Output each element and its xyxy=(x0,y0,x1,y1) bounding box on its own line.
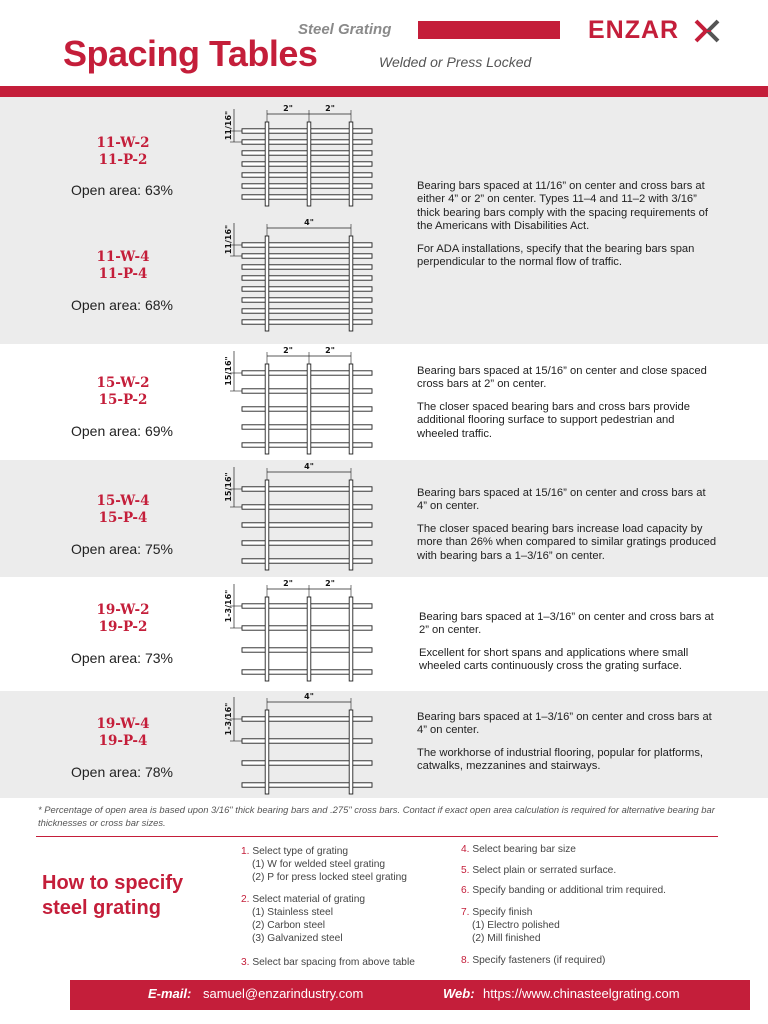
spacing-row-19-4 xyxy=(0,691,768,798)
cross-bar xyxy=(265,597,269,681)
cross-spacing-label: 2" xyxy=(283,346,293,355)
spacing-description xyxy=(417,487,717,572)
open-area: Open area: 68% xyxy=(71,297,173,313)
description-paragraph: Bearing bars spaced at 1–3/16” on center and cross bars at 4” on center. xyxy=(417,711,712,737)
step-number: 6. xyxy=(461,885,470,896)
type-code-press-locked: 19-P-4 xyxy=(98,733,148,749)
open-area: Open area: 63% xyxy=(71,182,173,198)
grating-diagram xyxy=(222,580,382,688)
bar-spacing-label: 11/16" xyxy=(224,224,233,255)
howto-title xyxy=(42,871,183,921)
howto-step xyxy=(461,884,666,897)
step-option: (1) W for welded steel grating xyxy=(252,859,386,870)
header-tagline: Welded or Press Locked xyxy=(379,54,532,70)
footer-web-label: Web: xyxy=(443,986,475,1001)
howto-step xyxy=(241,845,407,884)
step-text: Select type of grating xyxy=(252,846,349,857)
howto-step xyxy=(461,843,576,856)
grating-diagram xyxy=(222,105,382,205)
step-option: (3) Galvanized steel xyxy=(252,933,343,944)
description-paragraph: For ADA installations, specify that the bearing bars span perpendicular to the normal flow of traffic. xyxy=(417,242,695,269)
type-code-welded: 11-W-4 xyxy=(96,249,150,265)
description-paragraph: Bearing bars spaced at 15/16” on center and close spaced cross bars at 2” on center. xyxy=(417,365,707,391)
cross-spacing-label: 2" xyxy=(325,579,335,588)
step-option: (2) Mill finished xyxy=(472,933,541,944)
cross-spacing-label: 2" xyxy=(325,104,335,113)
bar-spacing-label: 1-3/16" xyxy=(224,702,233,736)
bar-spacing-label: 15/16" xyxy=(224,356,233,386)
step-number: 3. xyxy=(241,957,250,968)
step-text: Specify banding or additional trim required. xyxy=(472,885,667,896)
cross-spacing-label: 2" xyxy=(283,104,293,113)
description-paragraph: The closer spaced bearing bars increase load capacity by more than 26% when compared to similar gratings produced with bearing bars a 1–3/16” on center. xyxy=(417,522,717,562)
type-code xyxy=(0,602,246,636)
cross-bar xyxy=(349,710,353,794)
footer-email-link[interactable]: samuel@enzarindustry.com xyxy=(203,986,364,1001)
step-option: (1) Electro polished xyxy=(472,920,560,931)
spacing-description xyxy=(419,611,724,683)
description-paragraph: The workhorse of industrial flooring, popular for platforms, catwalks, mezzanines and stairways. xyxy=(417,746,704,773)
step-option: (2) Carbon steel xyxy=(252,920,326,931)
cross-bar xyxy=(265,480,269,570)
grating-diagram xyxy=(222,463,382,575)
type-code xyxy=(0,493,246,527)
step-text: Select material of grating xyxy=(252,894,366,905)
header-rule xyxy=(0,86,768,97)
howto-step xyxy=(461,864,616,877)
cross-bar xyxy=(265,236,269,331)
spacing-row-19-2 xyxy=(0,577,768,691)
footer-email-label: E-mail: xyxy=(148,986,192,1001)
step-number: 2. xyxy=(241,894,250,905)
howto-title-line: steel grating xyxy=(42,897,161,919)
howto-step xyxy=(241,893,365,945)
grating-diagram xyxy=(222,347,382,459)
type-code-welded: 19-W-4 xyxy=(96,716,150,732)
spacing-row-11 xyxy=(0,97,768,344)
page-title: Spacing Tables xyxy=(63,33,318,74)
spacing-description xyxy=(417,180,717,278)
howto-step xyxy=(461,906,560,945)
type-code-press-locked: 15-P-2 xyxy=(98,392,148,408)
cross-bar xyxy=(307,597,311,681)
cross-spacing-label: 4" xyxy=(304,692,314,701)
grating-diagram xyxy=(222,219,382,337)
bar-spacing-label: 11/16" xyxy=(224,110,233,141)
cross-bar xyxy=(349,480,353,570)
cross-bar xyxy=(307,122,311,206)
type-code xyxy=(0,716,246,750)
type-code-press-locked: 15-P-4 xyxy=(98,510,148,526)
step-text: Specify finish xyxy=(472,907,533,918)
spacing-row-15-4 xyxy=(0,460,768,577)
cross-bar xyxy=(265,364,269,454)
description-paragraph: Bearing bars spaced at 11/16” on center and cross bars at either 4” or 2” on center. Types 11–4 and 11–2 with 3/16” thick bearing bars comply with the spacing requirements of the Americans with Disabilities Act. xyxy=(417,180,709,233)
step-number: 7. xyxy=(461,907,470,918)
header-accent-bar xyxy=(418,21,560,39)
step-number: 1. xyxy=(241,846,250,857)
description-paragraph: Bearing bars spaced at 1–3/16” on center and cross bars at 2” on center. xyxy=(419,611,714,637)
cross-bar xyxy=(265,122,269,206)
spacing-description xyxy=(417,711,717,783)
step-text: Specify fasteners (if required) xyxy=(472,955,606,966)
cross-bar xyxy=(307,364,311,454)
type-code xyxy=(0,249,246,283)
header-subtitle: Steel Grating xyxy=(298,21,392,38)
type-code xyxy=(0,375,246,409)
step-text: Select bar spacing from above table xyxy=(252,957,415,968)
step-option: (1) Stainless steel xyxy=(252,907,333,918)
howto-title-line: How to specify xyxy=(42,872,184,894)
type-code-welded: 15-W-4 xyxy=(96,493,150,509)
logo-text: ENZAR xyxy=(588,16,680,44)
cross-bar xyxy=(349,597,353,681)
open-area: Open area: 73% xyxy=(71,650,173,666)
cross-bar xyxy=(265,710,269,794)
open-area: Open area: 75% xyxy=(71,541,173,557)
type-code-press-locked: 19-P-2 xyxy=(98,619,148,635)
type-code xyxy=(0,135,246,169)
description-paragraph: Excellent for short spans and applications where small wheeled carts continuously cross the grating surface. xyxy=(419,646,689,673)
cross-spacing-label: 4" xyxy=(304,218,314,227)
footnote: * Percentage of open area is based upon 3/16" thick bearing bars and .275" cross bars. Contact if exact open area calculation is required for alternative bearing bar thicknesses or cross bar sizes. xyxy=(38,804,715,828)
cross-spacing-label: 4" xyxy=(304,462,314,471)
type-code-press-locked: 11-P-4 xyxy=(98,266,148,282)
footer-web-link[interactable]: https://www.chinasteelgrating.com xyxy=(483,986,680,1001)
footnote-rule xyxy=(36,836,718,837)
step-number: 5. xyxy=(461,865,470,876)
bar-spacing-label: 1-3/16" xyxy=(224,589,233,623)
cross-bar xyxy=(349,236,353,331)
grating-diagram xyxy=(222,693,382,797)
step-number: 8. xyxy=(461,955,470,966)
open-area: Open area: 69% xyxy=(71,423,173,439)
step-text: Select plain or serrated surface. xyxy=(472,865,617,876)
cross-bar xyxy=(349,122,353,206)
step-option: (2) P for press locked steel grating xyxy=(252,872,407,883)
type-code-welded: 11-W-2 xyxy=(96,135,150,151)
bar-spacing-label: 15/16" xyxy=(224,472,233,502)
step-text: Select bearing bar size xyxy=(472,844,576,855)
type-code-welded: 15-W-2 xyxy=(96,375,150,391)
type-code-welded: 19-W-2 xyxy=(96,602,150,618)
description-paragraph: The closer spaced bearing bars and cross bars provide additional flooring surface to support pedestrian and wheeled traffic. xyxy=(417,400,690,440)
spacing-description xyxy=(417,365,717,450)
cross-spacing-label: 2" xyxy=(283,579,293,588)
enzar-x-mark-icon xyxy=(694,19,720,43)
step-number: 4. xyxy=(461,844,470,855)
howto-step xyxy=(461,954,605,967)
cross-bar xyxy=(349,364,353,454)
howto-step xyxy=(241,956,415,969)
cross-spacing-label: 2" xyxy=(325,346,335,355)
spacing-row-15-2 xyxy=(0,344,768,460)
open-area: Open area: 78% xyxy=(71,764,173,780)
description-paragraph: Bearing bars spaced at 15/16” on center and cross bars at 4” on center. xyxy=(417,487,706,513)
type-code-press-locked: 11-P-2 xyxy=(98,152,148,168)
